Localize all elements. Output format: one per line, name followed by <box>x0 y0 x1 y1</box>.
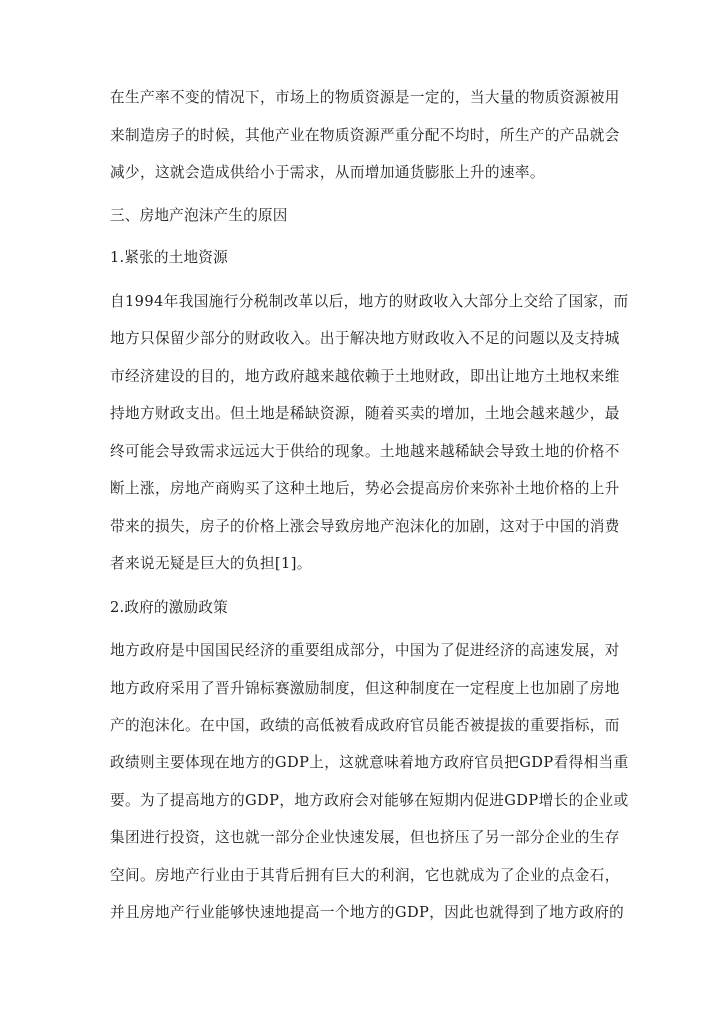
text-line: 政绩则主要体现在地方的GDP上，这就意味着地方政府官员把GDP看得相当重 <box>110 754 629 771</box>
text-line: 断上涨，房地产商购买了这种土地后，势必会提高房价来弥补土地价格的上升 <box>110 480 620 497</box>
text-line: 地方只保留少部分的财政收入。出于解决地方财政收入不足的问题以及支持城 <box>110 330 620 347</box>
text-line: 自1994年我国施行分税制改革以后，地方的财政收入大部分上交给了国家，而 <box>110 293 629 310</box>
text-line: 在生产率不变的情况下，市场上的物质资源是一定的，当大量的物质资源被用 <box>110 89 620 106</box>
section-heading: 三、房地产泡沫产生的原因 <box>110 207 288 224</box>
text-line: 者来说无疑是巨大的负担[1]。 <box>110 555 312 572</box>
text-line: 要。为了提高地方的GDP，地方政府会对能够在短期内促进GDP增长的企业或 <box>110 792 629 809</box>
text-line: 并且房地产行业能够快速地提高一个地方的GDP，因此也就得到了地方政府的 <box>110 904 625 921</box>
text-line: 地方政府是中国国民经济的重要组成部分，中国为了促进经济的高速发展，对 <box>110 642 620 659</box>
text-line: 来制造房子的时候，其他产业在物质资源严重分配不均时，所生产的产品就会 <box>110 127 620 144</box>
text-line: 集团进行投资，这也就一部分企业快速发展，但也挤压了另一部分企业的生存 <box>110 829 620 846</box>
text-line: 持地方财政支出。但土地是稀缺资源，随着买卖的增加，土地会越来越少，最 <box>110 405 620 422</box>
subsection-heading: 2.政府的激励政策 <box>110 599 228 616</box>
text-line: 空间。房地产行业由于其背后拥有巨大的利润，它也就成为了企业的点金石， <box>110 867 620 884</box>
text-line: 产的泡沫化。在中国，政绩的高低被看成政府官员能否被提拔的重要指标，而 <box>110 717 620 734</box>
text-line: 减少，这就会造成供给小于需求，从而增加通货膨胀上升的速率。 <box>110 164 545 181</box>
text-line: 地方政府采用了晋升锦标赛激励制度，但这种制度在一定程度上也加剧了房地 <box>110 680 620 697</box>
subsection-heading: 1.紧张的土地资源 <box>110 249 228 266</box>
text-line: 带来的损失，房子的价格上涨会导致房地产泡沫化的加剧，这对于中国的消费 <box>110 518 620 535</box>
text-line: 终可能会导致需求远远大于供给的现象。土地越来越稀缺会导致土地的价格不 <box>110 443 620 460</box>
text-line: 市经济建设的目的，地方政府越来越依赖于土地财政，即出让地方土地权来维 <box>110 368 620 385</box>
